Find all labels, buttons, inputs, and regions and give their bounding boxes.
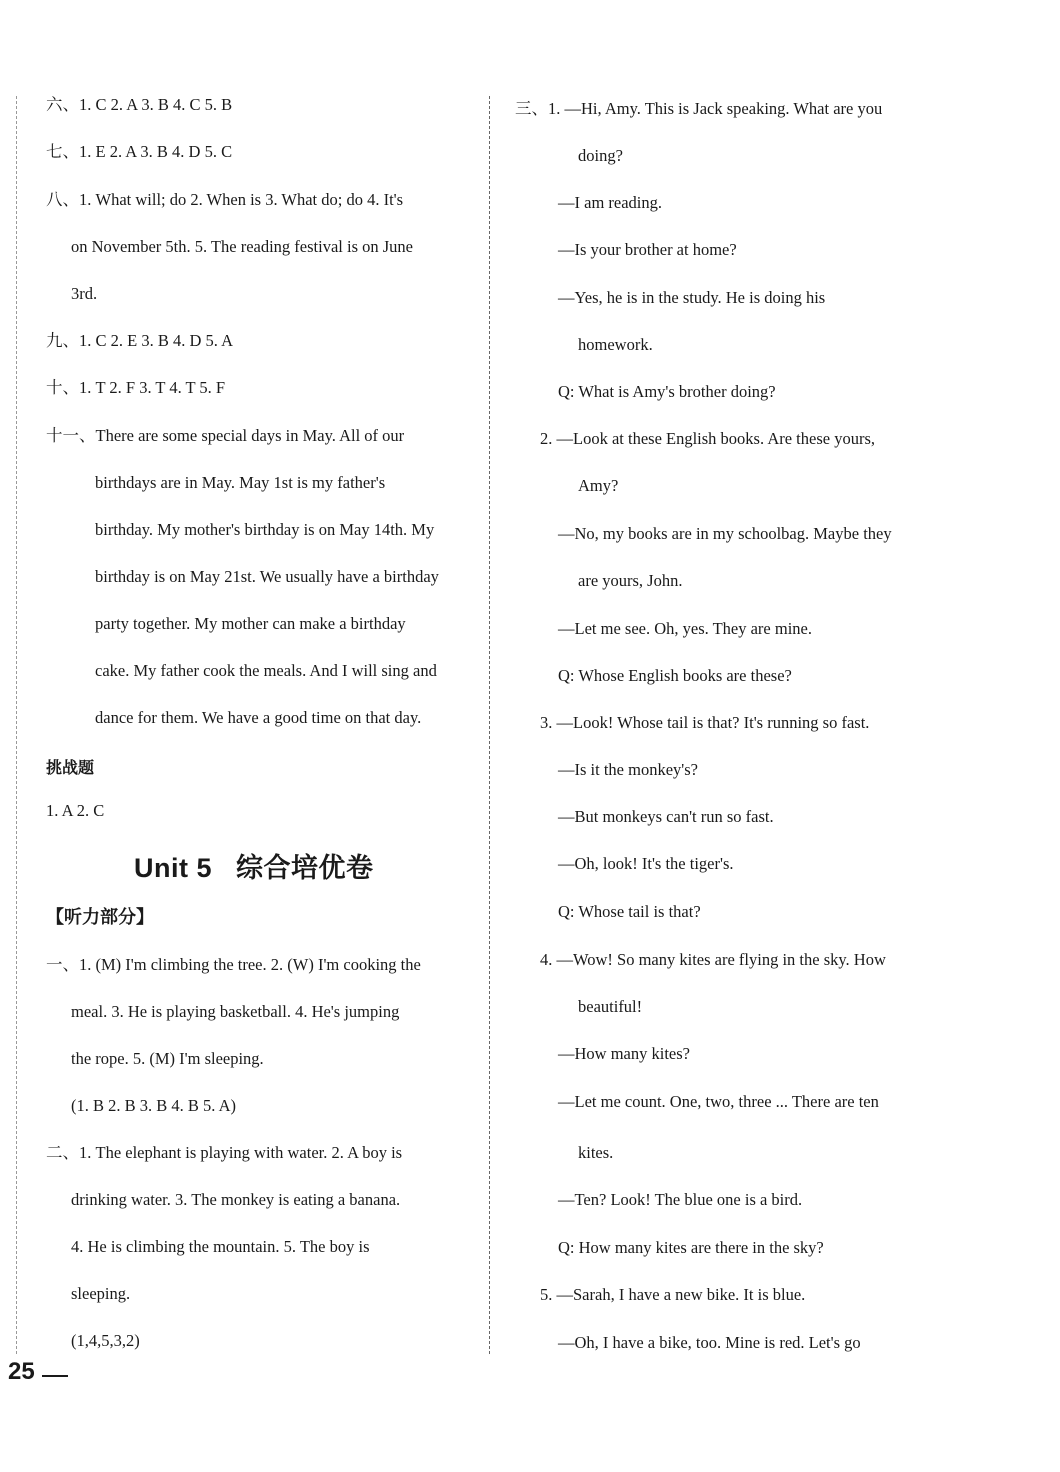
dialogue-line: 2. —Look at these English books. Are these yours, bbox=[540, 429, 875, 448]
dialogue-line: —I am reading. bbox=[558, 193, 663, 212]
listening-line: 4. He is climbing the mountain. 5. The boy is bbox=[71, 1237, 370, 1256]
question-line: Q: What is Amy's brother doing? bbox=[558, 382, 776, 401]
passage-line: birthday. My mother's birthday is on May 14th. My bbox=[95, 520, 435, 539]
question-line: Q: Whose tail is that? bbox=[558, 902, 701, 921]
answer-line-11: 十一、There are some special days in May. All of our bbox=[46, 426, 405, 445]
unit-title-en: Unit 5 bbox=[134, 853, 213, 883]
unit-title-zh: 综合培优卷 bbox=[236, 853, 374, 884]
passage-line: birthdays are in May. May 1st is my father's bbox=[95, 473, 386, 492]
listening-line: 二、1. The elephant is playing with water. 2. A boy is bbox=[46, 1143, 403, 1162]
answer-line-10: 十、1. T 2. F 3. T 4. T 5. F bbox=[46, 378, 226, 397]
listening-line: drinking water. 3. The monkey is eating a banana. bbox=[71, 1190, 401, 1209]
dialogue-line: —Oh, look! It's the tiger's. bbox=[558, 854, 734, 873]
answer-line-8: 八、1. What will; do 2. When is 3. What do; do 4. It's bbox=[46, 190, 404, 209]
listening-line: (1. B 2. B 3. B 4. B 5. A) bbox=[71, 1096, 237, 1115]
passage-line: party together. My mother can make a birthday bbox=[95, 614, 406, 633]
listening-line: 一、1. (M) I'm climbing the tree. 2. (W) I'm cooking the bbox=[46, 955, 421, 974]
dialogue-line: —Is your brother at home? bbox=[558, 240, 737, 259]
answer-line-6: 六、1. C 2. A 3. B 4. C 5. B bbox=[46, 95, 233, 114]
dialogue-line: beautiful! bbox=[578, 997, 643, 1016]
listening-heading: 【听力部分】 bbox=[46, 907, 154, 928]
dialogue-line: homework. bbox=[578, 335, 653, 354]
challenge-heading: 挑战题 bbox=[46, 758, 95, 777]
dialogue-line: —Is it the monkey's? bbox=[558, 760, 698, 779]
column-divider bbox=[489, 96, 490, 1354]
listening-line: meal. 3. He is playing basketball. 4. He's jumping bbox=[71, 1002, 400, 1021]
page-number: 25 bbox=[8, 1358, 35, 1385]
dialogue-line: are yours, John. bbox=[578, 571, 683, 590]
dialogue-line: doing? bbox=[578, 146, 623, 165]
listening-line: the rope. 5. (M) I'm sleeping. bbox=[71, 1049, 264, 1068]
dialogue-line: —No, my books are in my schoolbag. Maybe they bbox=[558, 524, 892, 543]
left-margin-divider bbox=[16, 96, 17, 1354]
answer-line-7: 七、1. E 2. A 3. B 4. D 5. C bbox=[46, 142, 233, 161]
dialogue-line: —Yes, he is in the study. He is doing his bbox=[558, 288, 826, 307]
question-line: Q: How many kites are there in the sky? bbox=[558, 1238, 824, 1257]
passage-line: dance for them. We have a good time on that day. bbox=[95, 708, 422, 727]
dialogue-line: —Oh, I have a bike, too. Mine is red. Let's go bbox=[558, 1333, 861, 1352]
dialogue-line: 4. —Wow! So many kites are flying in the sky. How bbox=[540, 950, 886, 969]
dialogue-line: kites. bbox=[578, 1143, 614, 1162]
dialogue-line: —How many kites? bbox=[558, 1044, 690, 1063]
passage-line: cake. My father cook the meals. And I will sing and bbox=[95, 661, 437, 680]
answer-line-9: 九、1. C 2. E 3. B 4. D 5. A bbox=[46, 331, 234, 350]
dialogue-line: —Let me count. One, two, three ... There are ten bbox=[558, 1092, 879, 1111]
dialogue-line: 5. —Sarah, I have a new bike. It is blue. bbox=[540, 1285, 806, 1304]
dialogue-line: Amy? bbox=[578, 476, 619, 495]
listening-line: sleeping. bbox=[71, 1284, 131, 1303]
unit-title bbox=[134, 846, 374, 885]
dialogue-line: —Let me see. Oh, yes. They are mine. bbox=[558, 619, 812, 638]
challenge-answers: 1. A 2. C bbox=[46, 801, 105, 820]
page-number-dash bbox=[42, 1375, 68, 1377]
answer-line-8-cont: on November 5th. 5. The reading festival is on June bbox=[71, 237, 413, 256]
dialogue-line: —But monkeys can't run so fast. bbox=[558, 807, 774, 826]
question-line: Q: Whose English books are these? bbox=[558, 666, 792, 685]
dialogue-line: —Ten? Look! The blue one is a bird. bbox=[558, 1190, 803, 1209]
answer-line-8-cont2: 3rd. bbox=[71, 284, 98, 303]
dialogue-line: 3. —Look! Whose tail is that? It's running so fast. bbox=[540, 713, 870, 732]
dialogue-line: 三、1. —Hi, Amy. This is Jack speaking. What are you bbox=[515, 99, 883, 118]
listening-line: (1,4,5,3,2) bbox=[71, 1331, 140, 1350]
passage-line: birthday is on May 21st. We usually have a birthday bbox=[95, 567, 439, 586]
